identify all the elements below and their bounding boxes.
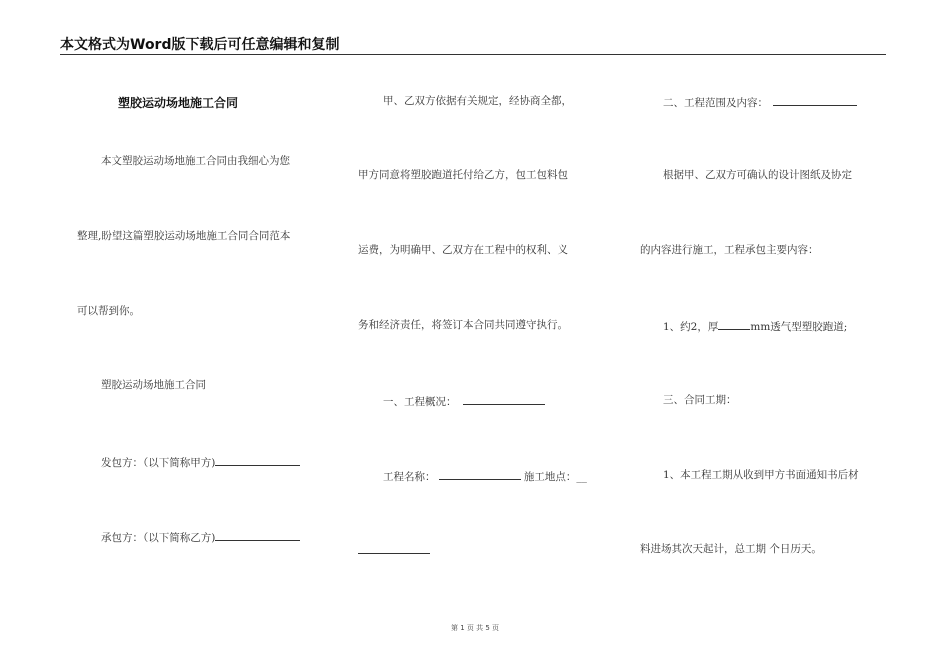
schedule-line-2: 料进场其次天起计，总工期 个日历天。 — [640, 543, 822, 555]
contract-name: 塑胶运动场地施工合同 — [101, 379, 206, 391]
site-blank-start: __ — [576, 471, 587, 483]
scope-blank — [773, 94, 857, 106]
scope-line-1: 根据甲、乙双方可确认的设计图纸及协定 — [663, 169, 852, 181]
project-name-blank — [439, 468, 521, 480]
agreement-line-1: 甲、乙双方依据有关规定，经协商全都， — [383, 95, 572, 107]
section-3-heading: 三、合同工期： — [663, 394, 737, 406]
project-name-label: 工程名称： — [383, 471, 436, 483]
section-2-line — [663, 94, 857, 110]
party-b-label: 承包方：（以下简称乙方) — [101, 532, 216, 544]
thickness-blank — [718, 318, 750, 330]
page-footer: 第 1 页 共 5 页 — [450, 624, 500, 632]
party-a-blank — [215, 454, 300, 466]
document-title: 塑胶运动场地施工合同 — [118, 96, 239, 110]
party-b-line — [101, 529, 300, 545]
intro-line-1: 本文塑胶运动场地施工合同由我细心为您 — [101, 155, 290, 167]
project-name-line — [383, 468, 587, 484]
scope-item-1-prefix: 1、约2，厚 — [663, 321, 719, 333]
intro-line-2: 整理,盼望这篇塑胶运动场地施工合同合同范本 — [77, 230, 291, 242]
section-2-heading: 二、工程范围及内容： — [663, 97, 768, 109]
section-1-heading: 一、工程概况： — [383, 396, 457, 408]
schedule-line-1: 1、本工程工期从收到甲方书面通知书后材 — [663, 469, 859, 481]
party-a-line — [101, 454, 300, 470]
project-overview-blank — [463, 393, 545, 405]
party-b-blank — [215, 529, 300, 541]
agreement-line-4: 务和经济责任，将签订本合同共同遵守执行。 — [358, 319, 568, 331]
scope-item-1 — [663, 318, 847, 334]
agreement-line-2: 甲方同意将塑胶跑道托付给乙方，包工包料包 — [358, 169, 568, 181]
party-a-label: 发包方：（以下简称甲方) — [101, 457, 216, 469]
section-1-line — [383, 393, 545, 409]
agreement-line-3: 运费，为明确甲、乙双方在工程中的权利、义 — [358, 244, 568, 256]
document-header — [60, 32, 886, 55]
site-blank-line — [358, 542, 430, 558]
scope-item-1-suffix: mm透气型塑胶跑道; — [750, 321, 848, 333]
site-blank — [358, 542, 430, 554]
site-label: 施工地点： — [523, 471, 577, 483]
intro-line-3: 可以帮到你。 — [77, 305, 140, 317]
scope-line-2: 的内容进行施工，工程承包主要内容： — [640, 244, 819, 256]
header-title: 本文格式为Word版下载后可任意编辑和复制 — [60, 37, 340, 53]
